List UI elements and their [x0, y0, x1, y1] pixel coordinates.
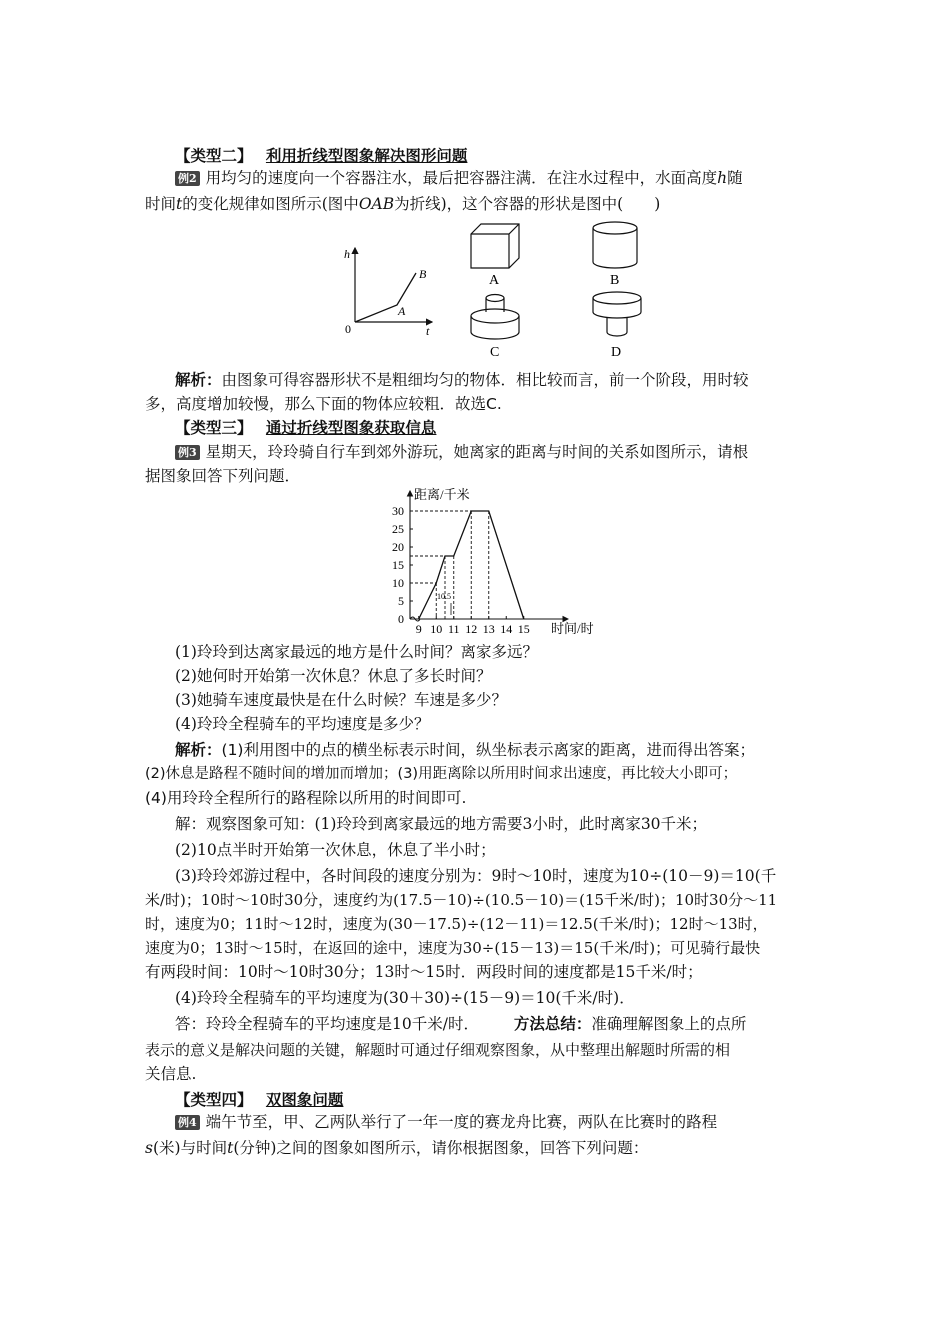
type2-question-line1 [175, 166, 810, 190]
x-tick-12: 12 [465, 622, 478, 636]
example-4-badge: 例4 [175, 1115, 200, 1130]
type3-solution-5: 时，速度为0；11时～12时，速度为(30－17.5)÷(12－11)＝12.5(千米/时)；12时～13时， [145, 915, 768, 933]
type3-heading [175, 416, 810, 440]
type2-header-label: 【类型二】 [175, 146, 253, 165]
type4-question-line1 [175, 1110, 810, 1134]
type3-answer-line [175, 1012, 810, 1036]
method-summary-line2: 表示的意义是解决问题的关键，解题时可通过仔细观察图象，从中整理出解题时所需的相 [145, 1041, 731, 1059]
type2-heading [175, 144, 810, 168]
var-t-2: t [227, 1139, 234, 1157]
x-tick-14: 14 [500, 622, 513, 636]
graph-point-b: B [419, 267, 427, 281]
type2-analysis-text1: 由图象可得容器形状不是粗细均匀的物体．相比较而言，前一个阶段，用时较 [221, 371, 749, 389]
type3-analysis-text1: (1)利用图中的点的横坐标表示时间，纵坐标表示离家的距离，进而得出答案； [221, 741, 755, 759]
type2-analysis-line1 [175, 368, 810, 392]
option-b-cylinder [585, 218, 645, 288]
water-level-graph [340, 240, 440, 335]
type4-title: 双图象问题 [265, 1090, 344, 1109]
y-tick-30: 30 [392, 504, 404, 518]
graph-y-label: h [344, 247, 350, 261]
type3-answer: 答：玲玲全程骑车的平均速度是10千米/时． [175, 1015, 479, 1033]
type3-solution-3: (3)玲玲郊游过程中，各时间段的速度分别为：9时～10时，速度为10÷(10－9)＝10(千 [175, 867, 777, 885]
type3-analysis-label: 解析： [175, 741, 222, 759]
y-tick-25: 25 [392, 522, 404, 536]
example-3-badge: 例3 [175, 445, 200, 460]
y-tick-15: 15 [392, 558, 404, 572]
x-tick-15: 15 [517, 622, 530, 636]
y-tick-0: 0 [398, 612, 404, 626]
type2-question-line2 [145, 192, 810, 216]
distance-time-chart [368, 485, 608, 637]
option-a-label: A [489, 273, 500, 288]
x-tick-13: 13 [482, 622, 495, 636]
graph-polyline-oab [355, 273, 416, 322]
type2-q-c: 为折线)，这个容器的形状是图中( ) [394, 195, 661, 213]
chart-x-label: 时间/时 [551, 621, 594, 636]
type3-question-1: (1)玲玲到达离家最远的地方是什么时间？离家多远？ [175, 643, 538, 661]
option-a-cube [465, 218, 525, 288]
type2-q-text1: 用均匀的速度向一个容器注水，最后把容器注满．在注水过程中，水面高度 [205, 169, 718, 187]
type3-analysis-line2: (2)休息是路程不随时间的增加而增加；(3)用距离除以所用时间求出速度，再比较大小即可； [145, 766, 738, 782]
option-c-label: C [490, 345, 500, 360]
method-summary-label: 方法总结： [513, 1015, 592, 1033]
type3-analysis-line3: (4)用玲玲全程所行的路程除以所用的时间即可. [145, 789, 467, 807]
type3-solution-1: 解：观察图象可知：(1)玲玲到离家最远的地方需要3小时，此时离家30千米； [175, 815, 708, 833]
type3-title: 通过折线型图象获取信息 [265, 418, 437, 437]
type4-header-label: 【类型四】 [175, 1090, 253, 1109]
type3-solution-4: 米/时)；10时～10时30分，速度约为(17.5－10)÷(10.5－10)＝(15千米/时)；10时30分～11 [145, 891, 778, 909]
type2-q-a: 时间 [145, 195, 177, 213]
type2-q-end: 随 [727, 169, 743, 187]
y-tick-5: 5 [398, 594, 404, 608]
chart-guides [410, 511, 489, 619]
chart-annotation: 10.5 [437, 592, 451, 601]
graph-point-a: A [398, 304, 406, 318]
var-h: h [717, 169, 728, 187]
type3-q-text1: 星期天，玲玲骑自行车到郊外游玩，她离家的距离与时间的关系如图所示，请根 [205, 443, 749, 461]
chart-y-label: 距离/千米 [414, 487, 470, 502]
type3-question-3: (3)她骑车速度最快是在什么时候？车速是多少？ [175, 691, 507, 709]
var-s: s [145, 1139, 153, 1157]
y-tick-20: 20 [392, 540, 404, 554]
type3-solution-7: 有两段时间：10时～10时30分；13时～15时．两段时间的速度都是15千米/时； [145, 963, 703, 981]
option-c-container [465, 292, 529, 360]
option-d-container [585, 290, 649, 360]
type3-analysis-line1 [175, 738, 810, 762]
x-tick-11: 11 [447, 622, 460, 636]
var-t: t [176, 195, 183, 213]
type3-solution-8: (4)玲玲全程骑车的平均速度为(30＋30)÷(15－9)＝10(千米/时)． [175, 989, 635, 1007]
type3-question-4: (4)玲玲全程骑车的平均速度是多少？ [175, 715, 430, 733]
type4-question-line2 [145, 1136, 810, 1160]
type3-question-line2: 据图象回答下列问题． [145, 467, 301, 485]
type3-solution-6: 速度为0；13时～15时，在返回的途中，速度为30÷(15－13)＝15(千米/时)；可见骑行最快 [145, 939, 761, 957]
type2-title: 利用折线型图象解决图形问题 [265, 146, 468, 165]
x-tick-10: 10 [430, 622, 443, 636]
type2-analysis-line2: 多，高度增加较慢，那么下面的物体应较粗．故选C. [145, 395, 502, 413]
example-2-badge: 例2 [175, 171, 200, 186]
type3-question-line1 [175, 440, 810, 464]
type3-header-label: 【类型三】 [175, 418, 253, 437]
type2-q-b: 的变化规律如图所示(图中 [182, 195, 359, 213]
option-d-label: D [611, 345, 622, 360]
type2-analysis-label: 解析： [175, 371, 222, 389]
graph-origin: 0 [345, 322, 351, 335]
option-b-label: B [610, 273, 620, 288]
type3-question-2: (2)她何时开始第一次休息？休息了多长时间？ [175, 667, 492, 685]
y-tick-10: 10 [392, 576, 404, 590]
type4-q-text1: 端午节至，甲、乙两队举行了一年一度的赛龙舟比赛，两队在比赛时的路程 [205, 1113, 718, 1131]
type4-heading [175, 1088, 810, 1112]
type4-q-b: (米)与时间 [152, 1139, 228, 1157]
method-summary-line3: 关信息. [145, 1065, 197, 1083]
graph-x-label: t [426, 324, 430, 335]
x-tick-9: 9 [415, 622, 422, 636]
type4-q-d: (分钟)之间的图象如图所示，请你根据图象，回答下列问题： [233, 1139, 649, 1157]
method-summary-text1: 准确理解图象上的点所 [591, 1015, 747, 1033]
var-oab: OAB [358, 195, 395, 213]
type3-solution-2: (2)10点半时开始第一次休息，休息了半小时； [175, 841, 496, 859]
